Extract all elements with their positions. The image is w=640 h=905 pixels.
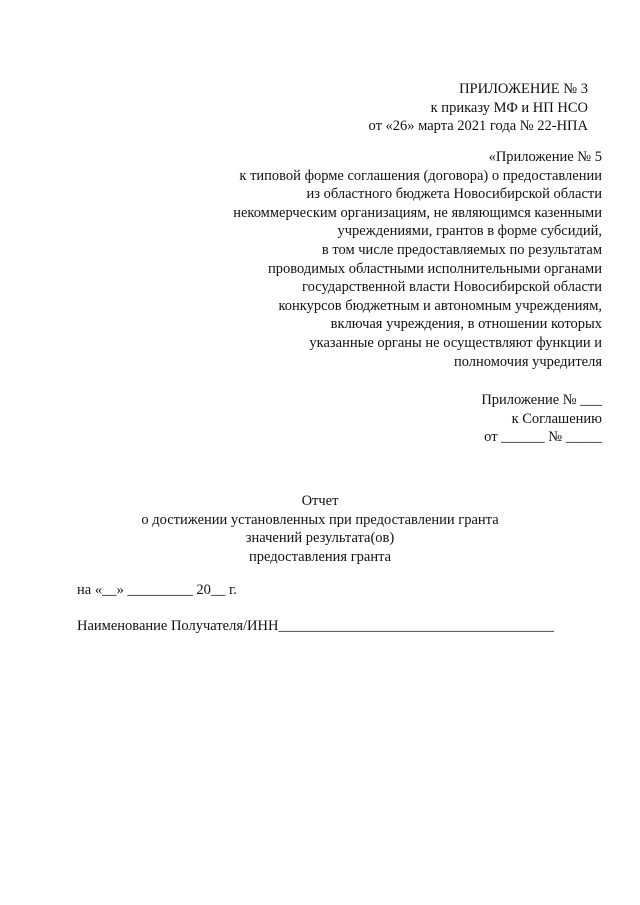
agreement-appendix-ref [481, 391, 602, 447]
appendix-ref-line: к типовой форме соглашения (договора) о предоставлении [239, 167, 602, 184]
appendix-ref-line: включая учреждения, в отношении которых [330, 316, 602, 333]
order-appendix-header [369, 80, 588, 136]
agreement-ref-line: к Соглашению [511, 410, 602, 427]
report-title-line: предоставления гранта [248, 548, 392, 565]
recipient-name-inn-line: Наименование Получателя/ИНН______________________________________ [77, 618, 554, 634]
agreement-form-appendix-ref [233, 148, 602, 371]
header-line: от «26» марта 2021 года № 22-НПА [368, 118, 588, 135]
report-date-line: на «__» _________ 20__ г. [77, 582, 237, 598]
appendix-ref-line: государственной власти Новосибирской области [302, 279, 602, 296]
appendix-ref-line: проводимых областными исполнительными органами [267, 260, 602, 277]
header-line: к приказу МФ и НП НСО [430, 99, 588, 116]
appendix-ref-line: указанные органы не осуществляют функции и [309, 334, 602, 351]
appendix-ref-line: конкурсов бюджетным и автономным учреждениям, [278, 297, 602, 314]
appendix-ref-line: учреждениями, грантов в форме субсидий, [337, 223, 602, 240]
appendix-ref-line: в том числе предоставляемых по результатам [321, 241, 602, 258]
report-title-line: о достижении установленных при предоставлении гранта [141, 511, 499, 528]
agreement-ref-line: от ______ № _____ [484, 429, 602, 446]
appendix-ref-line: полномочия учредителя [453, 353, 602, 370]
report-title-line: значений результата(ов) [245, 530, 395, 547]
appendix-ref-line: некоммерческим организациям, не являющимся казенными [233, 204, 602, 221]
agreement-ref-line: Приложение № ___ [481, 392, 602, 408]
report-title-line: Отчет [301, 493, 339, 509]
appendix-ref-line: из областного бюджета Новосибирской области [306, 186, 602, 203]
appendix-ref-line: «Приложение № 5 [488, 149, 602, 165]
header-line: ПРИЛОЖЕНИЕ № 3 [459, 81, 588, 97]
report-title [0, 492, 640, 566]
